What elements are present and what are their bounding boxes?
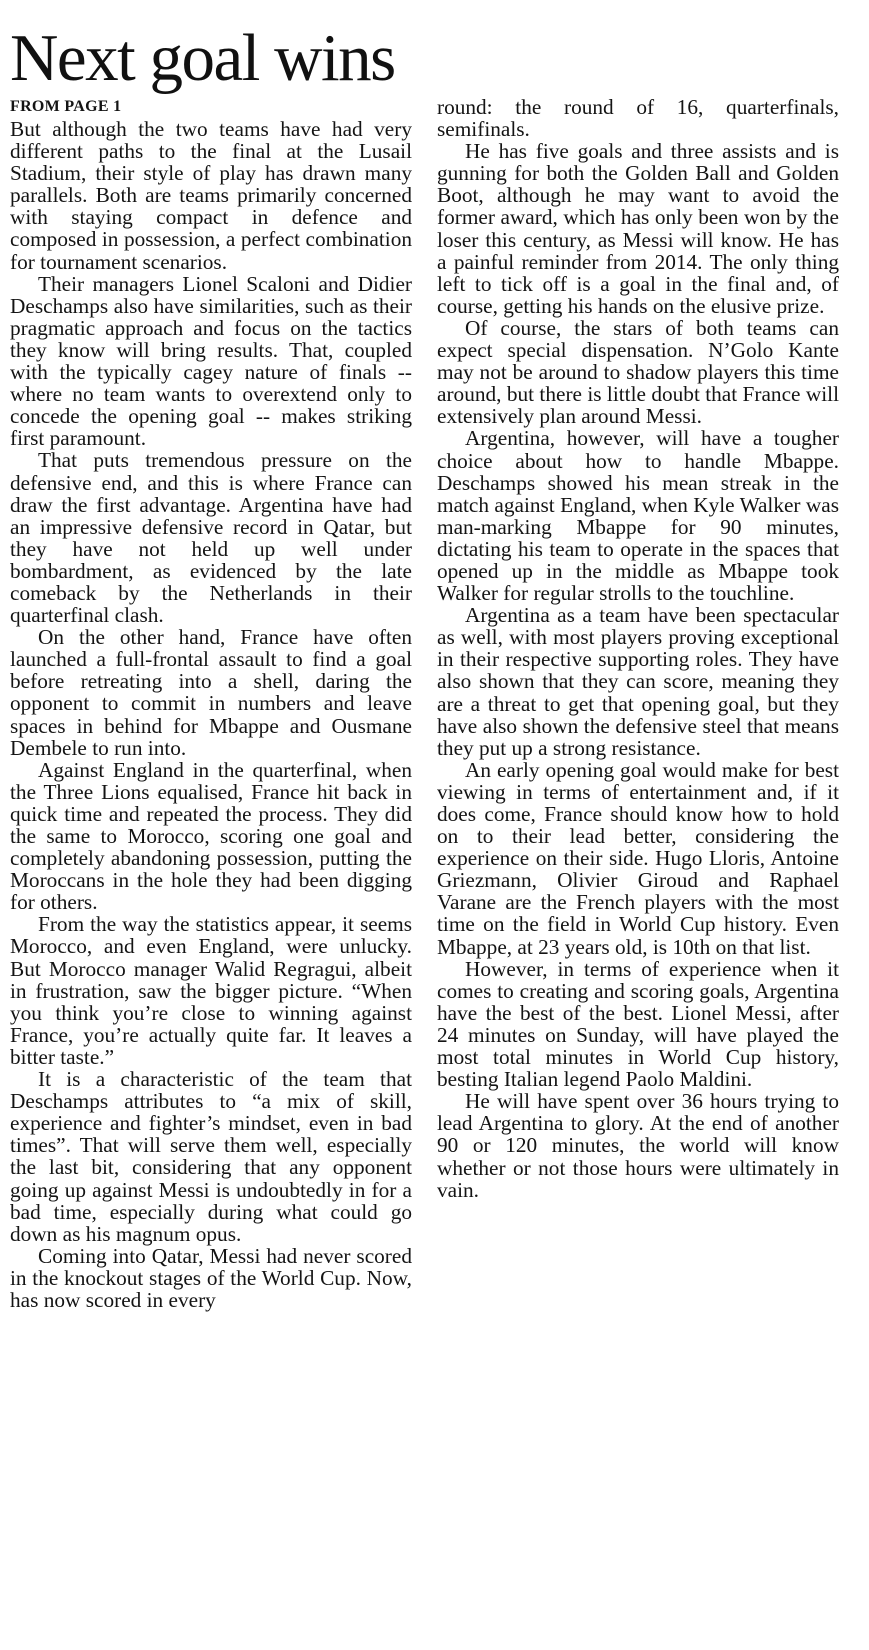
paragraph-left-4: On the other hand, France have often launched a full-frontal assault to find a goal before retreating into a shell, daring the opponent to commit in numbers and leave spaces in behind for Mbappe and Ousmane Dembele to run into.: [10, 625, 412, 760]
headline: Next goal wins: [10, 21, 395, 94]
article-body: [10, 96, 859, 1646]
paragraph-left-5: Against England in the quarterfinal, when the Three Lions equalised, France hit back in quick time and repeated the process. They did the same to Morocco, scoring one goal and completely abandoning possession, putting the Moroccans in the hole they had been digging for others.: [10, 757, 412, 915]
right-column: [437, 96, 839, 1646]
paragraph-left-3: That puts tremendous pressure on the defensive end, and this is where France can draw the first advantage. Argentina have had an impressive defensive record in Qatar, but they have not held up well under bombardment, as evidenced by the late comeback by the Netherlands in their quarterfinal clash.: [10, 448, 412, 628]
paragraph-right-4: Argentina as a team have been spectacular as well, with most players proving exceptional in their respective supporting roles. They have also shown that they can score, meaning they are a threat to get that opening goal, but they have also shown the defensive steel that means they put up a strong resistance.: [437, 603, 839, 760]
continuation-kicker: FROM PAGE 1: [10, 98, 122, 115]
paragraph-left-6: From the way the statistics appear, it seems Morocco, and even England, were unlucky. But Morocco manager Walid Regragui, albeit in frustration, saw the bigger picture. “When you think you’re close to winning against France, you’re actually quite far. It leaves a bitter taste.”: [10, 912, 412, 1069]
paragraph-left-7: It is a characteristic of the team that Deschamps attributes to “a mix of skill, experience and fighter’s mindset, even in bad times”. That will serve them well, especially the last bit, considering that any opponent going up against Messi is undoubtedly in for a bad time, especially during what could go down as his magnum opus.: [10, 1067, 412, 1246]
paragraph-right-2: Of course, the stars of both teams can expect special dispensation. N’Golo Kante may not be around to shadow players this time around, but there is little doubt that France will extensively plan around Messi.: [437, 315, 839, 429]
left-column: [10, 96, 412, 1646]
paragraph-left-8: Coming into Qatar, Messi had never scored in the knockout stages of the World Cup. Now, has now scored in every: [10, 1243, 412, 1312]
paragraph-left-1: But although the two teams have had very different paths to the final at the Lusail Stadium, their style of play has drawn many parallels. Both are teams primarily concerned with staying compact in defence and composed in possession, a perfect combination for tournament scenarios.: [10, 117, 412, 274]
paragraph-right-1: He has five goals and three assists and is gunning for both the Golden Ball and Golden Boot, although he may want to avoid the former award, which has only been won by the loser this century, as Messi will know. He has a painful reminder from 2014. The only thing left to tick off is a goal in the final and, of course, getting his hands on the elusive prize.: [437, 139, 839, 318]
paragraph-right-5: An early opening goal would make for best viewing in terms of entertainment and, if it does come, France should know how to hold on to their lead better, considering the experience on their side. Hugo Lloris, Antoine Griezmann, Olivier Giroud and Raphael Varane are the French players with the most time on the field in World Cup history. Even Mbappe, at 23 years old, is 10th on that list.: [437, 757, 839, 959]
paragraph-right-continuation: round: the round of 16, quarterfinals, semifinals.: [437, 96, 839, 142]
paragraph-left-2: Their managers Lionel Scaloni and Didier Deschamps also have similarities, such as their pragmatic approach and focus on the tactics they know will bring results. That, coupled with the typically cagey nature of finals -- where no team wants to overextend only to concede the opening goal -- makes striking first paramount.: [10, 271, 412, 451]
paragraph-right-7: He will have spent over 36 hours trying to lead Argentina to glory. At the end of another 90 or 120 minutes, the world will know whether or not those hours were ultimately in vain.: [437, 1089, 839, 1202]
paragraph-right-6: However, in terms of experience when it comes to creating and scoring goals, Argentina have the best of the best. Lionel Messi, after 24 minutes on Sunday, will have played the most total minutes in World Cup history, besting Italian legend Paolo Maldini.: [437, 956, 839, 1092]
paragraph-right-3: Argentina, however, will have a tougher choice about how to handle Mbappe. Deschamps showed his mean streak in the match against England, when Kyle Walker was man-marking Mbappe for 90 minutes, dictating his team to operate in the spaces that opened up in the middle as Mbappe took Walker for regular strolls to the touchline.: [437, 426, 839, 606]
